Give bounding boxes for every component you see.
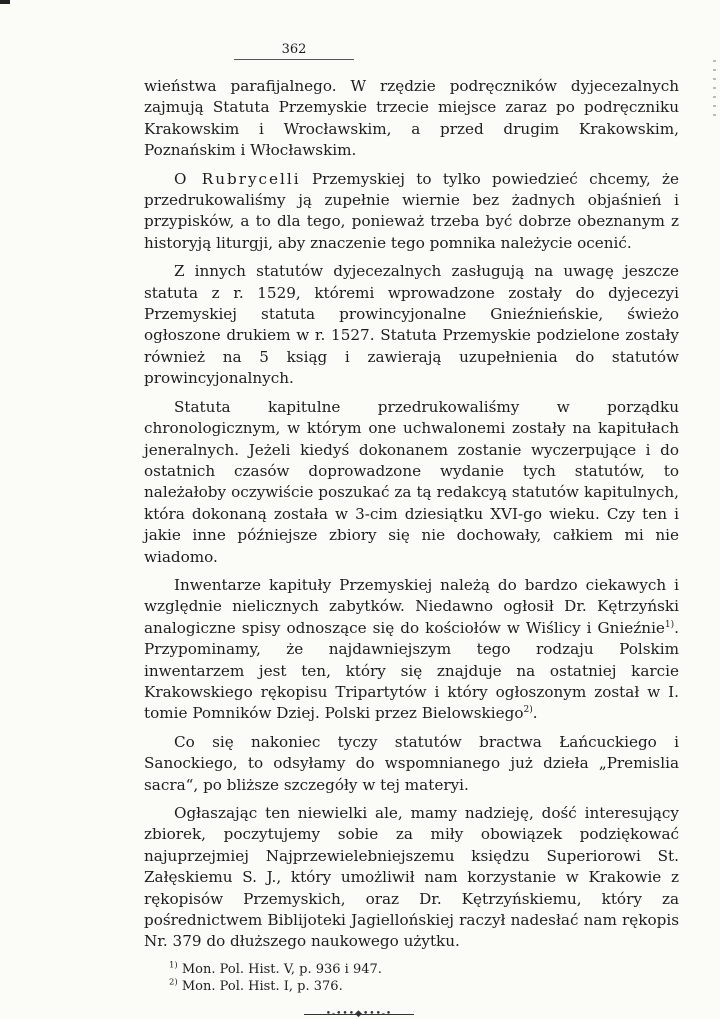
footnote-text: Mon. Pol. Hist. I, p. 376. <box>181 978 343 994</box>
page-number: 362 <box>234 42 354 60</box>
end-ornament <box>304 1008 414 1019</box>
paragraph-text: Z innych statutów dyjecezalnych zasługują na uwagę jeszcze statuta z r. 1529, któremi wprowadzone zostały do dyjecezyi Przemyskiej statuta prowincyjonalne Gnieźnieńskie, świeżo ogłoszone drukiem w r. 1527. Statuta Przemyskie podzielone zostały również na 5 ksiąg i zawierają uzupełnienia do statutów prowincyjonalnych. <box>144 262 679 388</box>
paragraph-text: . Przypominamy, że najdawniejszym tego rodzaju Polskim inwentarzem jest ten, który się znajduje na ostatniej karcie Krakowskiego rękopisu Tripartytów i który ogłoszonym został w I. tomie Pomników Dziej. Polski przez Bielowskiego <box>144 618 679 723</box>
footnote-2 <box>169 978 679 995</box>
paragraph-text: . <box>532 704 538 723</box>
footnote-marker: 2) <box>169 977 178 988</box>
paragraph-text: Ogłaszając ten niewielki ale, mamy nadzieję, dość interesujący zbiorek, poczytujemy sobie za miły obowiązek podziękować najuprzejmiej Najprzewielebniejszemu księdzu Superiorowi St. Załęskiemu S. J., który umożliwił nam korzystanie w Krakowie z rękopisów Przemyskich, oraz Dr. Kętrzyńskiemu, który za pośrednictwem Biblijoteki Jagiellońskiej raczył nadesłać nam rękopis Nr. 379 do dłuższego naukowego użytku. <box>144 804 679 951</box>
ornament-glyphs: •-•••◆•••-• <box>325 1008 393 1019</box>
paragraph-text: Przemyskiej to tylko powiedzieć chcemy, że przedrukowaliśmy ją zupełnie wiernie bez żadnych objaśnień i przypisków, a to dla tego, ponieważ trzeba być dobrze obeznanym z historyją liturgji, aby znaczenie tego pomnika należycie ocenić. <box>144 169 680 252</box>
paragraph-text: Statuta kapitulne przedrukowaliśmy w porządku chronologicznym, w którym one uchwalonemi zostały na kapitułach jeneralnych. Jeżeli kiedyś dokonanem zostanie wyczerpujące i do ostatnich czasów doprowadzone wydanie tych statutów, to należałoby oczywiście poszukać za tą redakcyą statutów kapitulnych, która dokonaną została w 3-cim dziesiątku XVI-go wieku. Czy ten i jakie inne późniejsze zbiory się nie dochowały, całkiem mi nie wiadomo. <box>144 397 679 566</box>
footnote-1 <box>169 961 679 978</box>
footnotes <box>144 961 679 995</box>
document-page <box>144 42 680 1019</box>
paragraph-text: Co się nakoniec tyczy statutów bractwa Łańcuckiego i Sanockiego, to odsyłamy do wspomnianego już dzieła „Premislia sacra“, po bliższe szczegóły w tej materyi. <box>144 732 679 794</box>
paragraph-5 <box>144 575 679 725</box>
paragraph-text: Inwentarze kapituły Przemyskiej należą do bardzo ciekawych i względnie nielicznych zabytków. Niedawno ogłosił Dr. Kętrzyński analogiczne spisy odnoszące się do kościołów w Wiślicy i Gnieźnie <box>144 575 679 637</box>
footnote-marker: 1) <box>169 960 178 971</box>
body-text <box>144 76 679 953</box>
footnote-ref-2[interactable]: 2) <box>523 705 533 716</box>
footnote-ref-1[interactable]: 1) <box>664 619 675 630</box>
paragraph-4 <box>144 397 679 568</box>
scan-margin-specks <box>713 60 716 120</box>
spaced-lead-text: O Rubrycelli <box>174 169 301 188</box>
paragraph-1 <box>144 76 679 162</box>
paragraph-7 <box>144 803 679 953</box>
scan-corner-mark <box>0 0 10 4</box>
paragraph-3 <box>144 261 679 389</box>
footnote-text: Mon. Pol. Hist. V, p. 936 i 947. <box>181 961 382 977</box>
paragraph-2 <box>144 169 679 255</box>
paragraph-text: wieństwa parafijalnego. W rzędzie podręczników dyjecezalnych zajmują Statuta Przemyskie trzecie miejsce zaraz po podręczniku Krakowskim i Wrocławskim, a przed drugim Krakowskim, Poznańskim i Włocławskim. <box>144 77 679 160</box>
paragraph-6 <box>144 732 679 796</box>
